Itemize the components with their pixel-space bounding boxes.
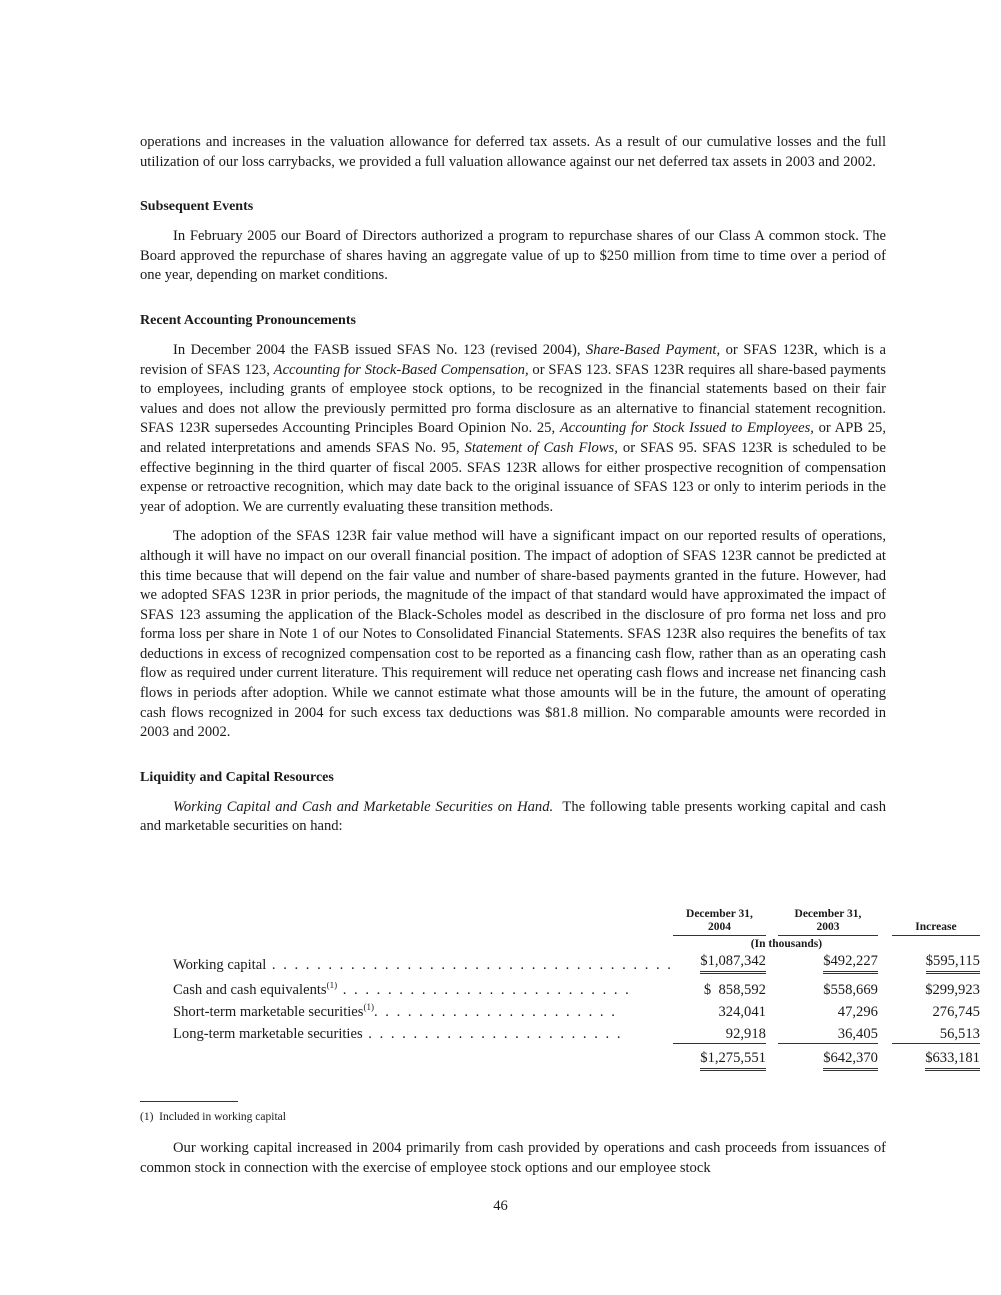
table-row-working-capital [173,952,980,974]
recent-accounting-paragraph-1 [140,341,886,517]
footnote: (1) Included in working capital [140,1111,286,1123]
footnote-marker: (1) [326,982,338,990]
row-label: Working capital [173,957,267,973]
recent-accounting-paragraph-2: The adoption of the SFAS 123R fair value method will have a significant impact on our reported results of operations, although it will have no impact on our overall financial position. The impact of adoption of SFAS 123R cannot be predicted at this time because that will depend on the fair value and number of share-based payments granted in the future. However, had we adopted SFAS 123R in prior periods, the magnitude of the impact of that standard would have approximated the impact of SFAS 123 assuming the application of the Black-Scholes model as described in the disclosure of pro forma net loss and pro forma loss per share in Note 1 of our Notes to Consolidated Financial Statements. SFAS 123R also requires the benefits of tax deductions in excess of recognized compensation cost to be reported as a financing cash flow, rather than as an operating cash flow as required under current literature. This requirement will reduce net operating cash flows and increase net financing cash flows in periods after adoption. While we cannot estimate what those amounts will be in the future, the amount of operating cash flows recognized in 2004 for such excess tax deductions was $81.8 million. No comparable amounts were recorded in 2003 and 2002. [140,528,886,741]
table-row-short-term [173,999,980,1021]
text-run: In December 2004 the FASB issued SFAS No. 123 (revised 2004), [173,341,586,358]
units-row [173,936,980,952]
col-header-line2: 2003 [778,921,878,936]
citation-stock-issued-to-employees: Accounting for Stock Issued to Employees, [559,420,814,437]
value-2003: 36,405 [778,1021,878,1043]
value-increase: $299,923 [925,982,980,998]
text-run: or SFAS 123. SFAS 123R requires all share-based payments to employees, including grants of employee stock options, to be recognized in the financial statements based on their fair values and does not allow the previously permitted pro forma disclosure as an alternative to financial statement recognition. SFAS 123R supersedes Accounting Principles Board Opinion No. 25, [140,361,886,437]
subsequent-events-paragraph: In February 2005 our Board of Directors authorized a program to repurchase shares of our Class A common stock. The Board approved the repurchase of shares having an aggregate value of up to $250 million from time to time over a period of one year, depending on market conditions. [140,228,886,284]
liquidity-intro-text: The following table presents working capital and cash and marketable securities on hand: [140,798,890,835]
intro-paragraph: operations and increases in the valuation allowance for deferred tax assets. As a result of our cumulative losses and the full utilization of our loss carrybacks, we provided a full valuation allowance against our net deferred tax assets in 2003 and 2002. [140,134,886,170]
value-2004: $1,087,342 [700,952,766,974]
citation-statement-of-cash-flows: Statement of Cash Flows, [464,439,618,456]
row-label: Cash and cash equivalents [173,982,327,998]
col-header-line2: 2004 [673,921,766,936]
text-run: or SFAS 123R, which is a revision of SFAS 123, [140,341,886,378]
liquidity-intro-paragraph [140,798,890,837]
value-increase: 56,513 [892,1021,980,1043]
value-2003: $492,227 [823,952,878,974]
col-header-2004 [673,908,766,936]
col-header-line1: December 31, [794,908,862,920]
value-increase: $595,115 [926,952,980,974]
leader-dots: . . . . . . . . . . . . . . . . . . . . . . . . . . . . . . . . . . . . [266,957,673,973]
col-header-2003 [778,908,878,936]
citation-share-based-payment: Share-Based Payment, [585,341,721,358]
footnote-marker: (1) [363,1002,374,1012]
value-2004: 324,041 [718,1004,766,1020]
value-increase: 276,745 [932,1004,980,1020]
table-row-long-term [173,1021,980,1043]
closing-paragraph: Our working capital increased in 2004 primarily from cash provided by operations and cash proceeds from issuances of common stock in connection with the exercise of employee stock options and our employee stock [140,1140,886,1176]
row-label: Long-term marketable securities [173,1026,363,1042]
leader-dots: . . . . . . . . . . . . . . . . . . . . . . [373,1004,617,1020]
working-capital-table [173,908,980,1071]
page-body [140,133,890,837]
heading-liquidity: Liquidity and Capital Resources [140,769,334,785]
value-2003: $558,669 [823,982,878,998]
total-2003: $642,370 [823,1049,878,1071]
leader-dots: . . . . . . . . . . . . . . . . . . . . . . . . . . [337,982,631,998]
total-increase: $633,181 [925,1049,980,1071]
liquidity-lead-in: Working Capital and Cash and Marketable Securities on Hand. [173,798,554,815]
citation-stock-based-compensation: Accounting for Stock-Based Compensation, [273,361,529,378]
value-2004: $ 858,592 [703,982,766,998]
units-label: (In thousands) [750,938,823,950]
table-header-row [173,908,980,936]
value-2003: 47,296 [837,1004,878,1020]
text-run: or APB 25, and related interpretations and amends SFAS No. 95, [140,420,886,456]
col-header-increase [892,908,980,936]
col-header-line2: Increase [892,921,980,936]
total-2004: $1,275,551 [700,1049,766,1071]
heading-subsequent-events: Subsequent Events [140,199,254,215]
text-run: or SFAS 95. SFAS 123R is scheduled to be effective beginning in the third quarter of fiscal 2005. SFAS 123R allows for either prospective recognition of compensation expense or retroactive recognition, which may date back to the original issuance of SFAS 123 or only to interim periods in the year of adoption. We are currently evaluating these transition methods. [140,439,887,515]
col-header-line1: December 31, [686,908,753,920]
heading-recent-accounting: Recent Accounting Pronouncements [140,312,356,328]
table-row-cash-equivalents [173,982,980,999]
page-number: 46 [493,1198,508,1214]
table-row-total [173,1043,980,1071]
leader-dots: . . . . . . . . . . . . . . . . . . . . . . . [362,1026,623,1042]
footnote-divider [140,1101,238,1102]
row-label: Short-term marketable securities [173,1004,364,1020]
value-2004: 92,918 [673,1021,766,1043]
